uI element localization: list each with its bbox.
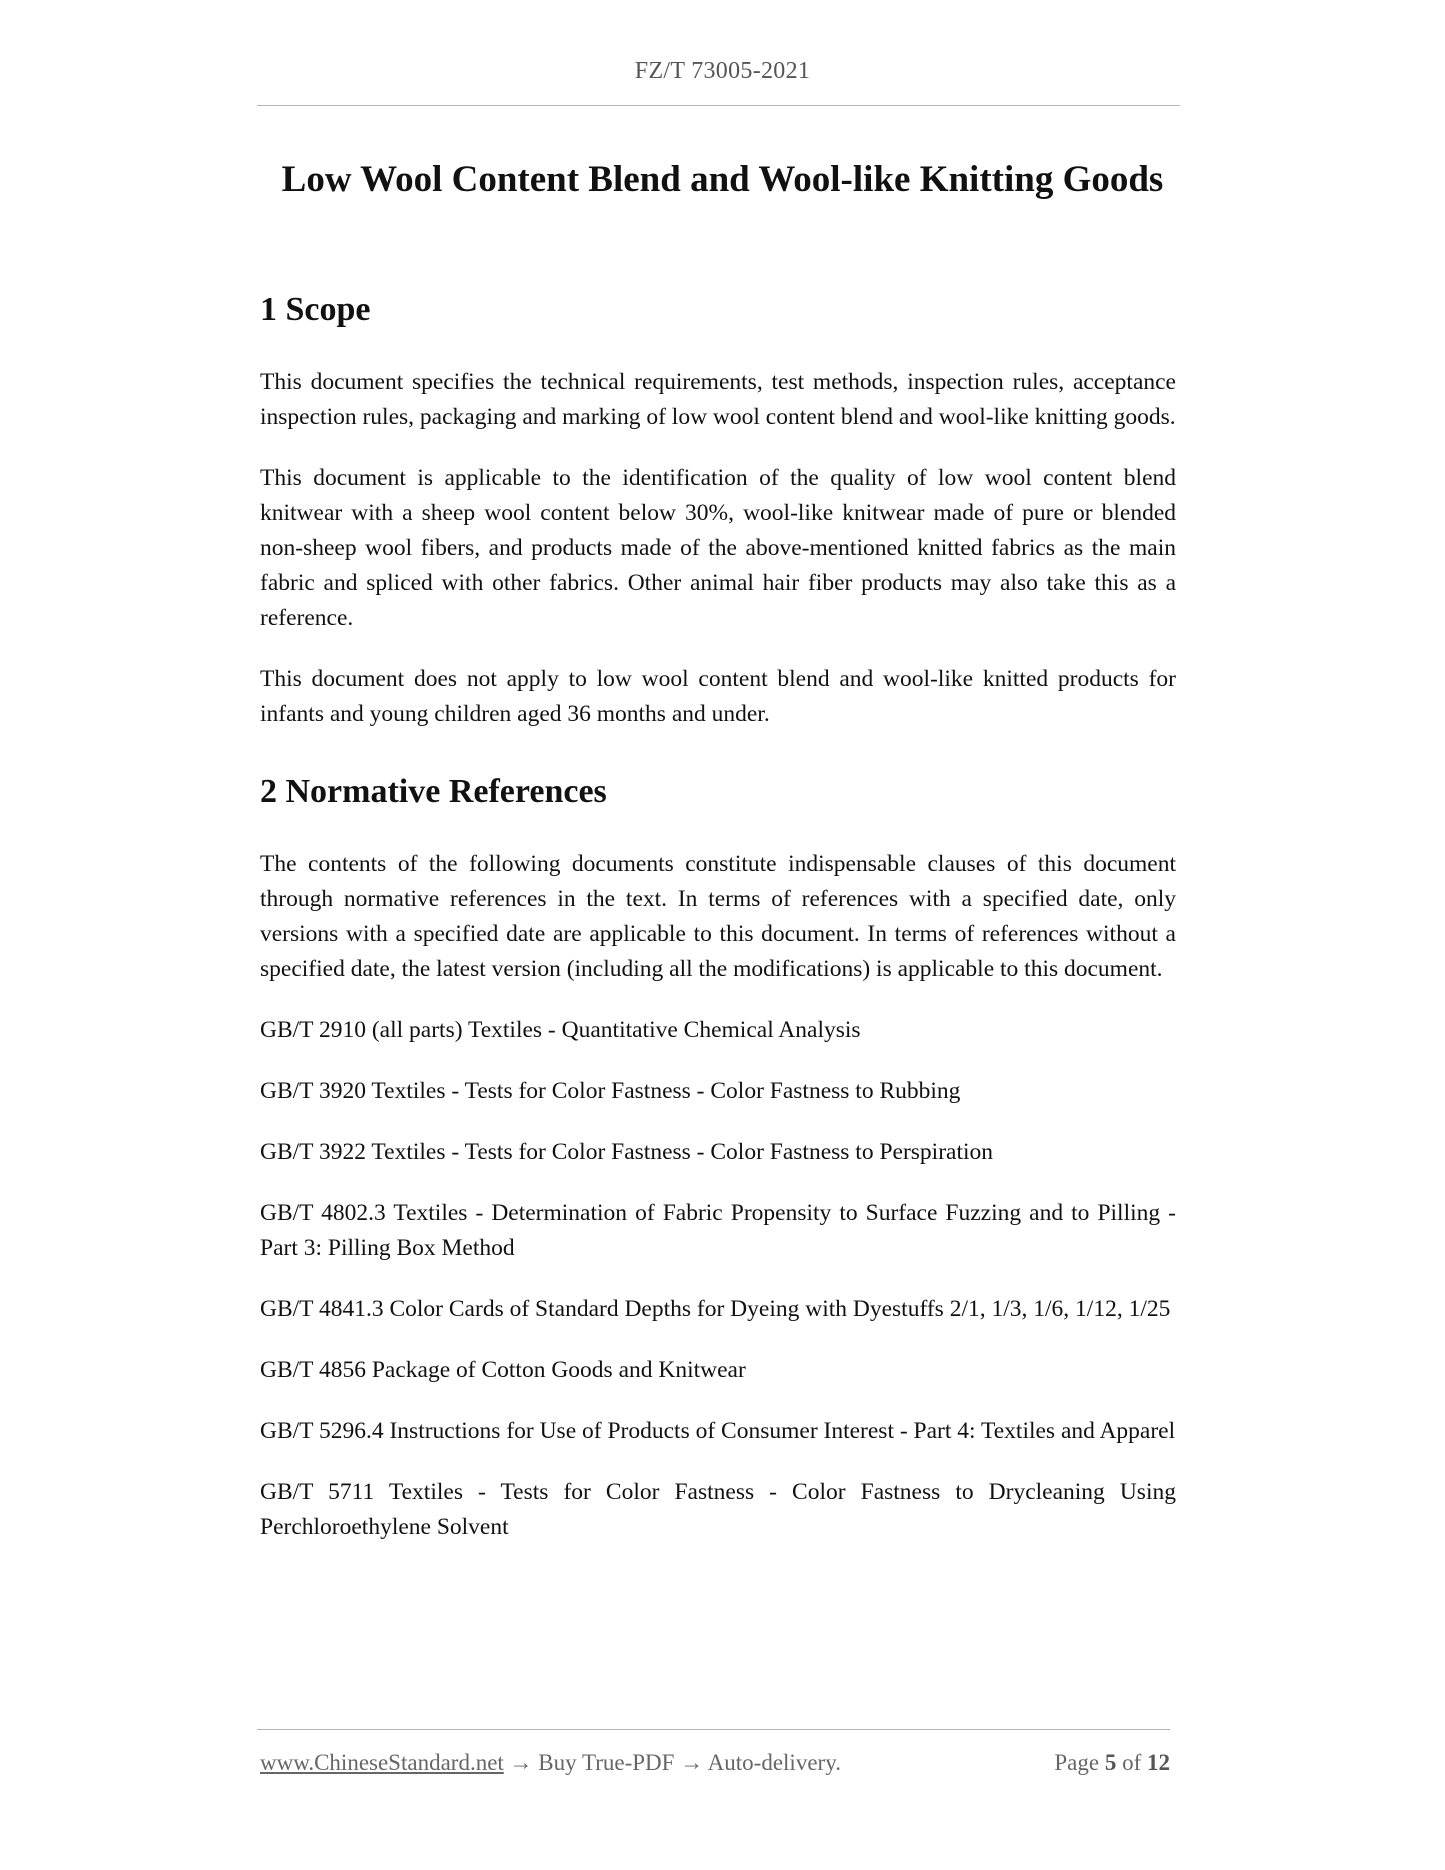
page-label: Page xyxy=(1054,1750,1100,1775)
paragraph: This document does not apply to low wool content blend and wool-like knitted products for infants and young children aged 36 months and under. xyxy=(260,665,1176,727)
website-link[interactable]: www.ChineseStandard.net xyxy=(260,1750,504,1775)
footer-promo xyxy=(260,1750,841,1776)
section-heading: 1 Scope xyxy=(260,291,371,328)
reference-item: GB/T 5296.4 Instructions for Use of Products of Consumer Interest - Part 4: Textiles and Apparel xyxy=(260,1417,1176,1444)
reference-item: GB/T 4802.3 Textiles - Determination of Fabric Propensity to Surface Fuzzing and to Pilling - Part 3: Pilling Box Method xyxy=(260,1199,1176,1261)
buy-pdf-text: Buy True-PDF xyxy=(538,1750,675,1775)
footer-divider xyxy=(257,1729,1170,1730)
reference-item: GB/T 3922 Textiles - Tests for Color Fastness - Color Fastness to Perspiration xyxy=(260,1138,994,1165)
document-body xyxy=(260,290,1176,1571)
page-total: 12 xyxy=(1147,1750,1170,1775)
section-scope xyxy=(260,290,1176,732)
section-normative-references xyxy=(260,772,1176,1545)
standard-code: FZ/T 73005-2021 xyxy=(634,58,811,84)
paragraph: This document is applicable to the identification of the quality of low wool content blend knitwear with a sheep wool content below 30%, wool-like knitwear made of pure or blended non-sheep wool fibers, and products made of the above-mentioned knitted fabrics as the main fabric and spliced with other fabrics. Other animal hair fiber products may also take this as a reference. xyxy=(260,464,1176,631)
reference-item: GB/T 2910 (all parts) Textiles - Quantitative Chemical Analysis xyxy=(260,1016,861,1043)
section-heading: 2 Normative References xyxy=(260,772,607,810)
reference-item: GB/T 3920 Textiles - Tests for Color Fastness - Color Fastness to Rubbing xyxy=(260,1077,961,1104)
arrow-right-icon: → xyxy=(680,1750,704,1775)
reference-item: GB/T 4841.3 Color Cards of Standard Depths for Dyeing with Dyestuffs 2/1, 1/3, 1/6, 1/12, 1/25 xyxy=(260,1295,1171,1322)
header-divider xyxy=(257,105,1180,106)
paragraph: This document specifies the technical requirements, test methods, inspection rules, acceptance inspection rules, packaging and marking of low wool content blend and wool-like knitting goods. xyxy=(260,368,1176,430)
page-indicator xyxy=(1054,1750,1170,1776)
page-of-label: of xyxy=(1122,1750,1142,1775)
document-title: Low Wool Content Blend and Wool-like Knitting Goods xyxy=(281,159,1164,200)
paragraph: The contents of the following documents constitute indispensable clauses of this document through normative references in the text. In terms of references with a specified date, only versions with a specified date are applicable to this document. In terms of references without a specified date, the latest version (including all the modifications) is applicable to this document. xyxy=(260,850,1176,982)
auto-delivery-text: Auto-delivery. xyxy=(707,1750,841,1775)
reference-item: GB/T 4856 Package of Cotton Goods and Knitwear xyxy=(260,1356,746,1383)
arrow-right-icon: → xyxy=(509,1750,533,1775)
page-footer xyxy=(260,1750,1170,1776)
page-current: 5 xyxy=(1104,1750,1117,1775)
reference-item: GB/T 5711 Textiles - Tests for Color Fastness - Color Fastness to Drycleaning Using Perchloroethylene Solvent xyxy=(260,1478,1176,1540)
